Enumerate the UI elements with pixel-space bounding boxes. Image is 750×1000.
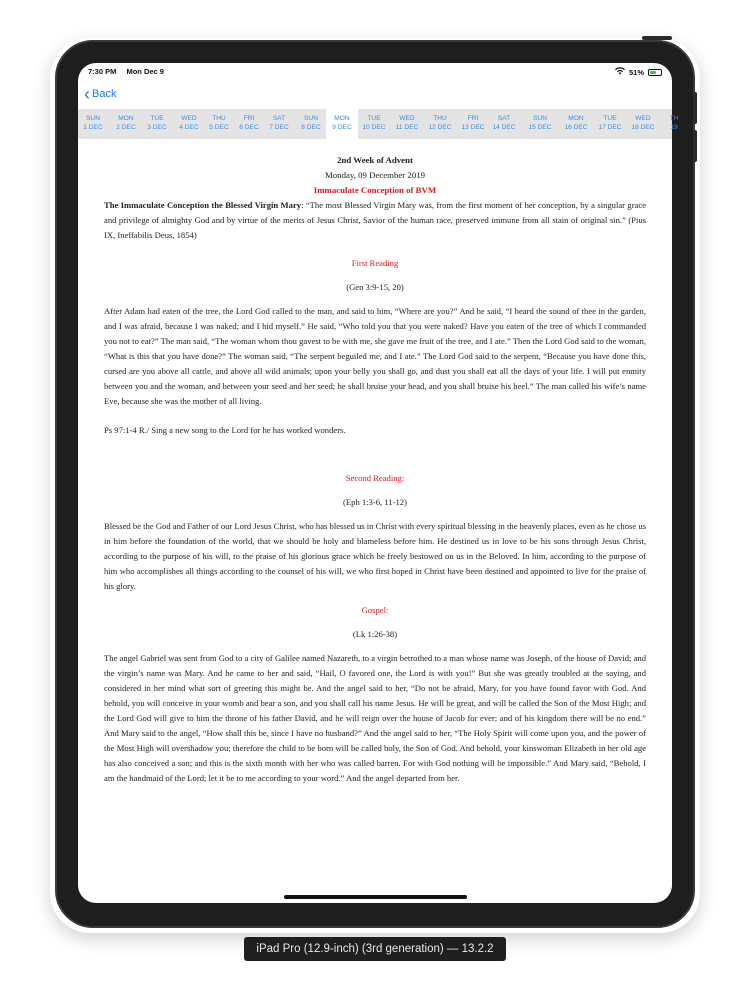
battery-icon (648, 69, 662, 76)
date-tab-date: 2 DEC (116, 123, 136, 131)
date-strip[interactable] (78, 109, 679, 139)
date-tab-day: WED (635, 115, 651, 122)
date-tab-18[interactable] (661, 109, 687, 139)
date-tab-day: SUN (304, 115, 318, 122)
date-tab-12[interactable] (457, 109, 489, 139)
date-tab-5[interactable] (235, 109, 263, 139)
date-tab-date: 13 DEC (461, 123, 485, 131)
date-tab-16[interactable] (593, 109, 627, 139)
date-tab-date: 14 DEC (492, 123, 516, 131)
intro-text: : “The most Blessed Virgin Mary was, from the first moment of her conception, by a singular grace and privilege of almighty God and by virtue of the merits of Jesus Christ, Savior of the human race, preserved immune from all stain of original sin.” (Pius IX, Ineffabilis Deus, 1854) (104, 200, 647, 240)
chevron-left-icon: ‹ (84, 84, 90, 104)
date-tab-day: TH (669, 115, 679, 122)
date-tab-date: 6 DEC (239, 123, 259, 131)
gospel-ref: (Lk 1:26-38) (352, 629, 398, 639)
date-tab-date: 18 DEC (631, 123, 655, 131)
date-tab-day: WED (181, 115, 197, 122)
date-tab-date: 15 DEC (528, 123, 552, 131)
gospel-text: The angel Gabriel was sent from God to a city of Galilee named Nazareth, to a virgin betrothed to a man whose name was Joseph, of the house of David; and the virgin’s name was Mary. And he came to her and said, “Hail, O favored one, the Lord is with you!” But she was greatly troubled at the saying, and considered in her mind what sort of greeting this might be. And the angel said to her, “Do not be afraid, Mary, for you have found favor with God. And behold, you will conceive in your womb and bear a son, and you shall call his name Jesus. He will be great, and will be called the Son of the Most High; and the Lord God will give to him the throne of his father David, and he will reign over the house of Jacob for ever; and of his kingdom there will be no end.” And Mary said to the angel, “How shall this be, since I have no husband?” And the angel said to her, “The Holy Spirit will come upon you, and the power of the Most High will overshadow you; therefore the child to be born will be called holy, the Son of God. And behold, your kinswoman Elizabeth in her old age has also conceived a son; and this is the sixth month with her who was called barren. For with God nothing will be impossible.” And Mary said, “Behold, I am the handmaid of the Lord; let it be to me according to your word.” And the angel departed from her. (104, 653, 646, 783)
psalm-text: Ps 97:1-4 R./ Sing a new song to the Lord for he has worked wonders. (104, 425, 346, 435)
date-tab-day: THU (433, 115, 447, 122)
date-tab-1[interactable] (110, 109, 142, 139)
screen (78, 63, 679, 903)
date-tab-day: MON (334, 115, 350, 122)
date-tab-date: 8 DEC (301, 123, 321, 131)
date-tab-date: 4 DEC (179, 123, 199, 131)
nav-bar (78, 81, 672, 109)
status-bar (78, 63, 672, 81)
date-tab-date: 1 DEC (83, 123, 103, 131)
first-reading-text: After Adam had eaten of the tree, the Lord God called to the man, and said to him, “Where are you?” And he said, “I heard the sound of thee in the garden, and I was afraid, because I was naked; and I hid myself.” He said, “Who told you that you were naked? Have you eaten of the tree of which I commanded you not to eat?” The man said, “The woman whom thou gavest to be with me, she gave me fruit of the tree, and I ate.” Then the Lord God said to the woman, “What is this that you have done?” The woman said, “The serpent beguiled me, and I ate.” The Lord God said to the serpent, “Because you have done this, cursed are you above all cattle, and above all wild animals; upon your belly you shall go, and dust you shall eat all the days of your life. I will put enmity between you and the woman, and between your seed and her seed; he shall bruise your head, and you shall bruise his heel.” The man called his wife’s name Eve, because she was the mother of all living. (104, 306, 646, 406)
date-tab-8[interactable] (326, 109, 358, 139)
date-tab-day: TUE (367, 115, 381, 122)
date-tab-7[interactable] (295, 109, 327, 139)
date-tab-2[interactable] (142, 109, 172, 139)
status-time: 7:30 PM (88, 67, 117, 76)
date-tab-date: 5 DEC (209, 123, 229, 131)
date-tab-date: 17 DEC (598, 123, 622, 131)
date-tab-date: 7 DEC (269, 123, 289, 131)
date-tab-13[interactable] (487, 109, 521, 139)
battery-percent: 51% (628, 67, 644, 77)
date-tab-0[interactable] (79, 109, 107, 139)
date-tab-day: FRI (243, 115, 255, 122)
date-tab-day: SUN (533, 115, 547, 122)
first-reading-heading: First Reading (351, 258, 399, 268)
date-tab-6[interactable] (265, 109, 293, 139)
date-tab-day: WED (399, 115, 415, 122)
date-tab-day: TUE (150, 115, 164, 122)
date-tab-3[interactable] (173, 109, 205, 139)
date-tab-date: 19 (670, 123, 678, 131)
second-reading-text: Blessed be the God and Father of our Lord Jesus Christ, who has blessed us in Christ with every spiritual blessing in the heavenly places, even as he chose us in him before the foundation of the world, that we should be holy and blameless before him. He destined us in love to be his sons through Jesus Christ, according to the purpose of his will, to the praise of his glorious grace which he freely bestowed on us in the Beloved. In him, according to the purpose of him who accomplishes all things according to the counsel of his will, we who first hoped in Christ have been destined and appointed to live for the praise of his glory. (104, 521, 646, 591)
gospel-heading: Gospel: (361, 605, 389, 615)
date-tab-10[interactable] (391, 109, 423, 139)
date-tab-day: TUE (603, 115, 617, 122)
wifi-icon (615, 67, 625, 77)
device-caption: iPad Pro (12.9-inch) (3rd generation) — 13.2.2 (244, 937, 506, 961)
date-tab-day: SAT (497, 115, 511, 122)
date-tab-15[interactable] (558, 109, 594, 139)
home-indicator[interactable] (284, 895, 467, 899)
volume-up-button (693, 92, 697, 124)
date-tab-day: SUN (86, 115, 100, 122)
date-tab-day: MON (568, 115, 584, 122)
date-tab-date: 3 DEC (147, 123, 167, 131)
back-label: Back (92, 88, 117, 100)
week-title: 2nd Week of Advent (337, 155, 413, 165)
date-tab-11[interactable] (424, 109, 456, 139)
date-tab-date: 10 DEC (362, 123, 386, 131)
intro-bold: The Immaculate Conception the Blessed Virgin Mary (104, 200, 302, 210)
intro-paragraph (104, 198, 646, 243)
date-tab-date: 12 DEC (428, 123, 452, 131)
reading-date: Monday, 09 December 2019 (324, 170, 426, 180)
date-tab-day: SAT (272, 115, 286, 122)
back-button[interactable] (84, 84, 117, 104)
date-tab-date: 11 DEC (395, 123, 419, 131)
date-tab-day: THU (212, 115, 226, 122)
volume-down-button (693, 130, 697, 162)
date-tab-4[interactable] (205, 109, 233, 139)
date-tab-day: MON (118, 115, 134, 122)
status-date: Mon Dec 9 (126, 67, 164, 76)
first-reading-ref: (Gen 3:9-15, 20) (346, 282, 404, 292)
date-tab-date: 16 DEC (564, 123, 588, 131)
reading-content (104, 149, 646, 786)
top-button (642, 36, 672, 40)
second-reading-heading: Second Reading: (345, 473, 405, 483)
status-left (88, 67, 172, 76)
date-tab-14[interactable] (523, 109, 557, 139)
feast-title: Immaculate Conception of BVM (313, 185, 437, 195)
date-tab-17[interactable] (626, 109, 660, 139)
date-tab-day: FRI (467, 115, 479, 122)
date-tab-date: 9 DEC (332, 123, 352, 131)
second-reading-ref: (Eph 1:3-6, 11-12) (343, 497, 407, 507)
date-tab-9[interactable] (358, 109, 390, 139)
status-right (615, 67, 662, 77)
